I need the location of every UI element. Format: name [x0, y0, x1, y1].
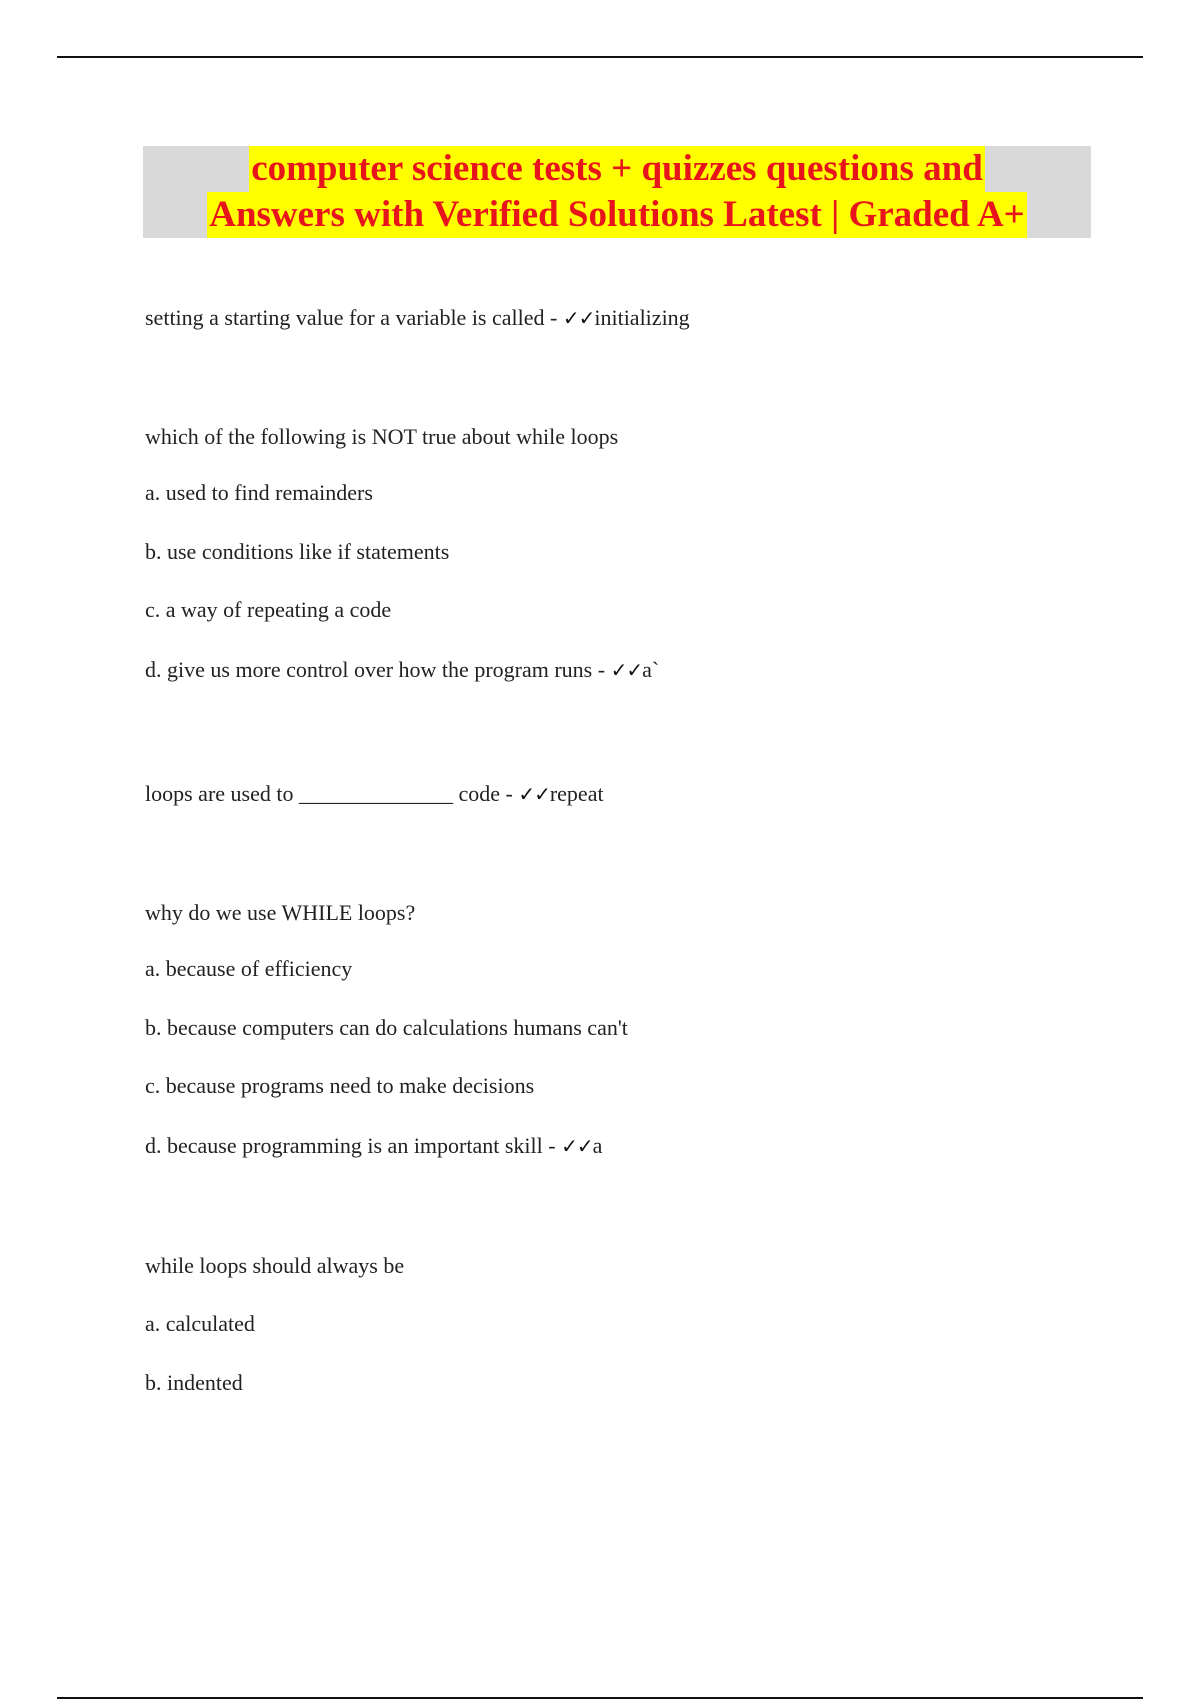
double-check-icon: ✓✓ — [518, 782, 550, 806]
option-text: c. a way of repeating a code — [145, 597, 392, 622]
option-b — [145, 1369, 243, 1397]
answer-text: a — [592, 1133, 603, 1158]
double-check-icon: ✓✓ — [561, 1134, 593, 1158]
double-check-icon: ✓✓ — [610, 658, 643, 682]
option-a — [145, 479, 373, 507]
question-text: which of the following is NOT true about while loops — [145, 424, 619, 449]
option-text: d. because programming is an important skill - — [145, 1133, 562, 1158]
answer-text: repeat — [549, 781, 604, 806]
bottom-rule — [57, 1697, 1143, 1699]
option-d — [145, 1132, 602, 1160]
question-while-loops — [145, 423, 618, 451]
option-b — [145, 1014, 628, 1042]
question-why-while — [145, 899, 415, 927]
option-text: c. because programs need to make decisions — [145, 1073, 535, 1098]
option-text: d. give us more control over how the program runs - — [145, 657, 611, 682]
option-a — [145, 1310, 255, 1338]
option-a — [145, 955, 352, 983]
double-check-icon: ✓✓ — [562, 306, 595, 330]
question-always-be — [145, 1252, 404, 1280]
option-text: b. indented — [145, 1370, 243, 1395]
question-text: why do we use WHILE loops? — [145, 900, 416, 925]
answer-text: initializing — [594, 305, 690, 330]
question-text: setting a starting value for a variable is called - — [145, 305, 563, 330]
top-rule — [57, 56, 1143, 58]
option-c — [145, 596, 391, 624]
option-d — [145, 656, 659, 684]
option-text: b. because computers can do calculations humans can't — [145, 1015, 628, 1040]
option-c — [145, 1072, 534, 1100]
question-text: while loops should always be — [145, 1253, 405, 1278]
question-loops-used — [145, 780, 604, 808]
option-b — [145, 538, 449, 566]
option-text: b. use conditions like if statements — [145, 539, 450, 564]
title-line-1: computer science tests + quizzes questions and — [249, 146, 985, 192]
document-title — [143, 146, 1091, 238]
option-text: a. used to find remainders — [145, 480, 373, 505]
option-text: a. because of efficiency — [145, 956, 353, 981]
question-initializing — [145, 304, 690, 332]
option-text: a. calculated — [145, 1311, 255, 1336]
answer-text: a` — [642, 657, 660, 682]
question-text: loops are used to ______________ code - — [145, 781, 519, 806]
title-line-2: Answers with Verified Solutions Latest | Graded A+ — [207, 192, 1027, 238]
